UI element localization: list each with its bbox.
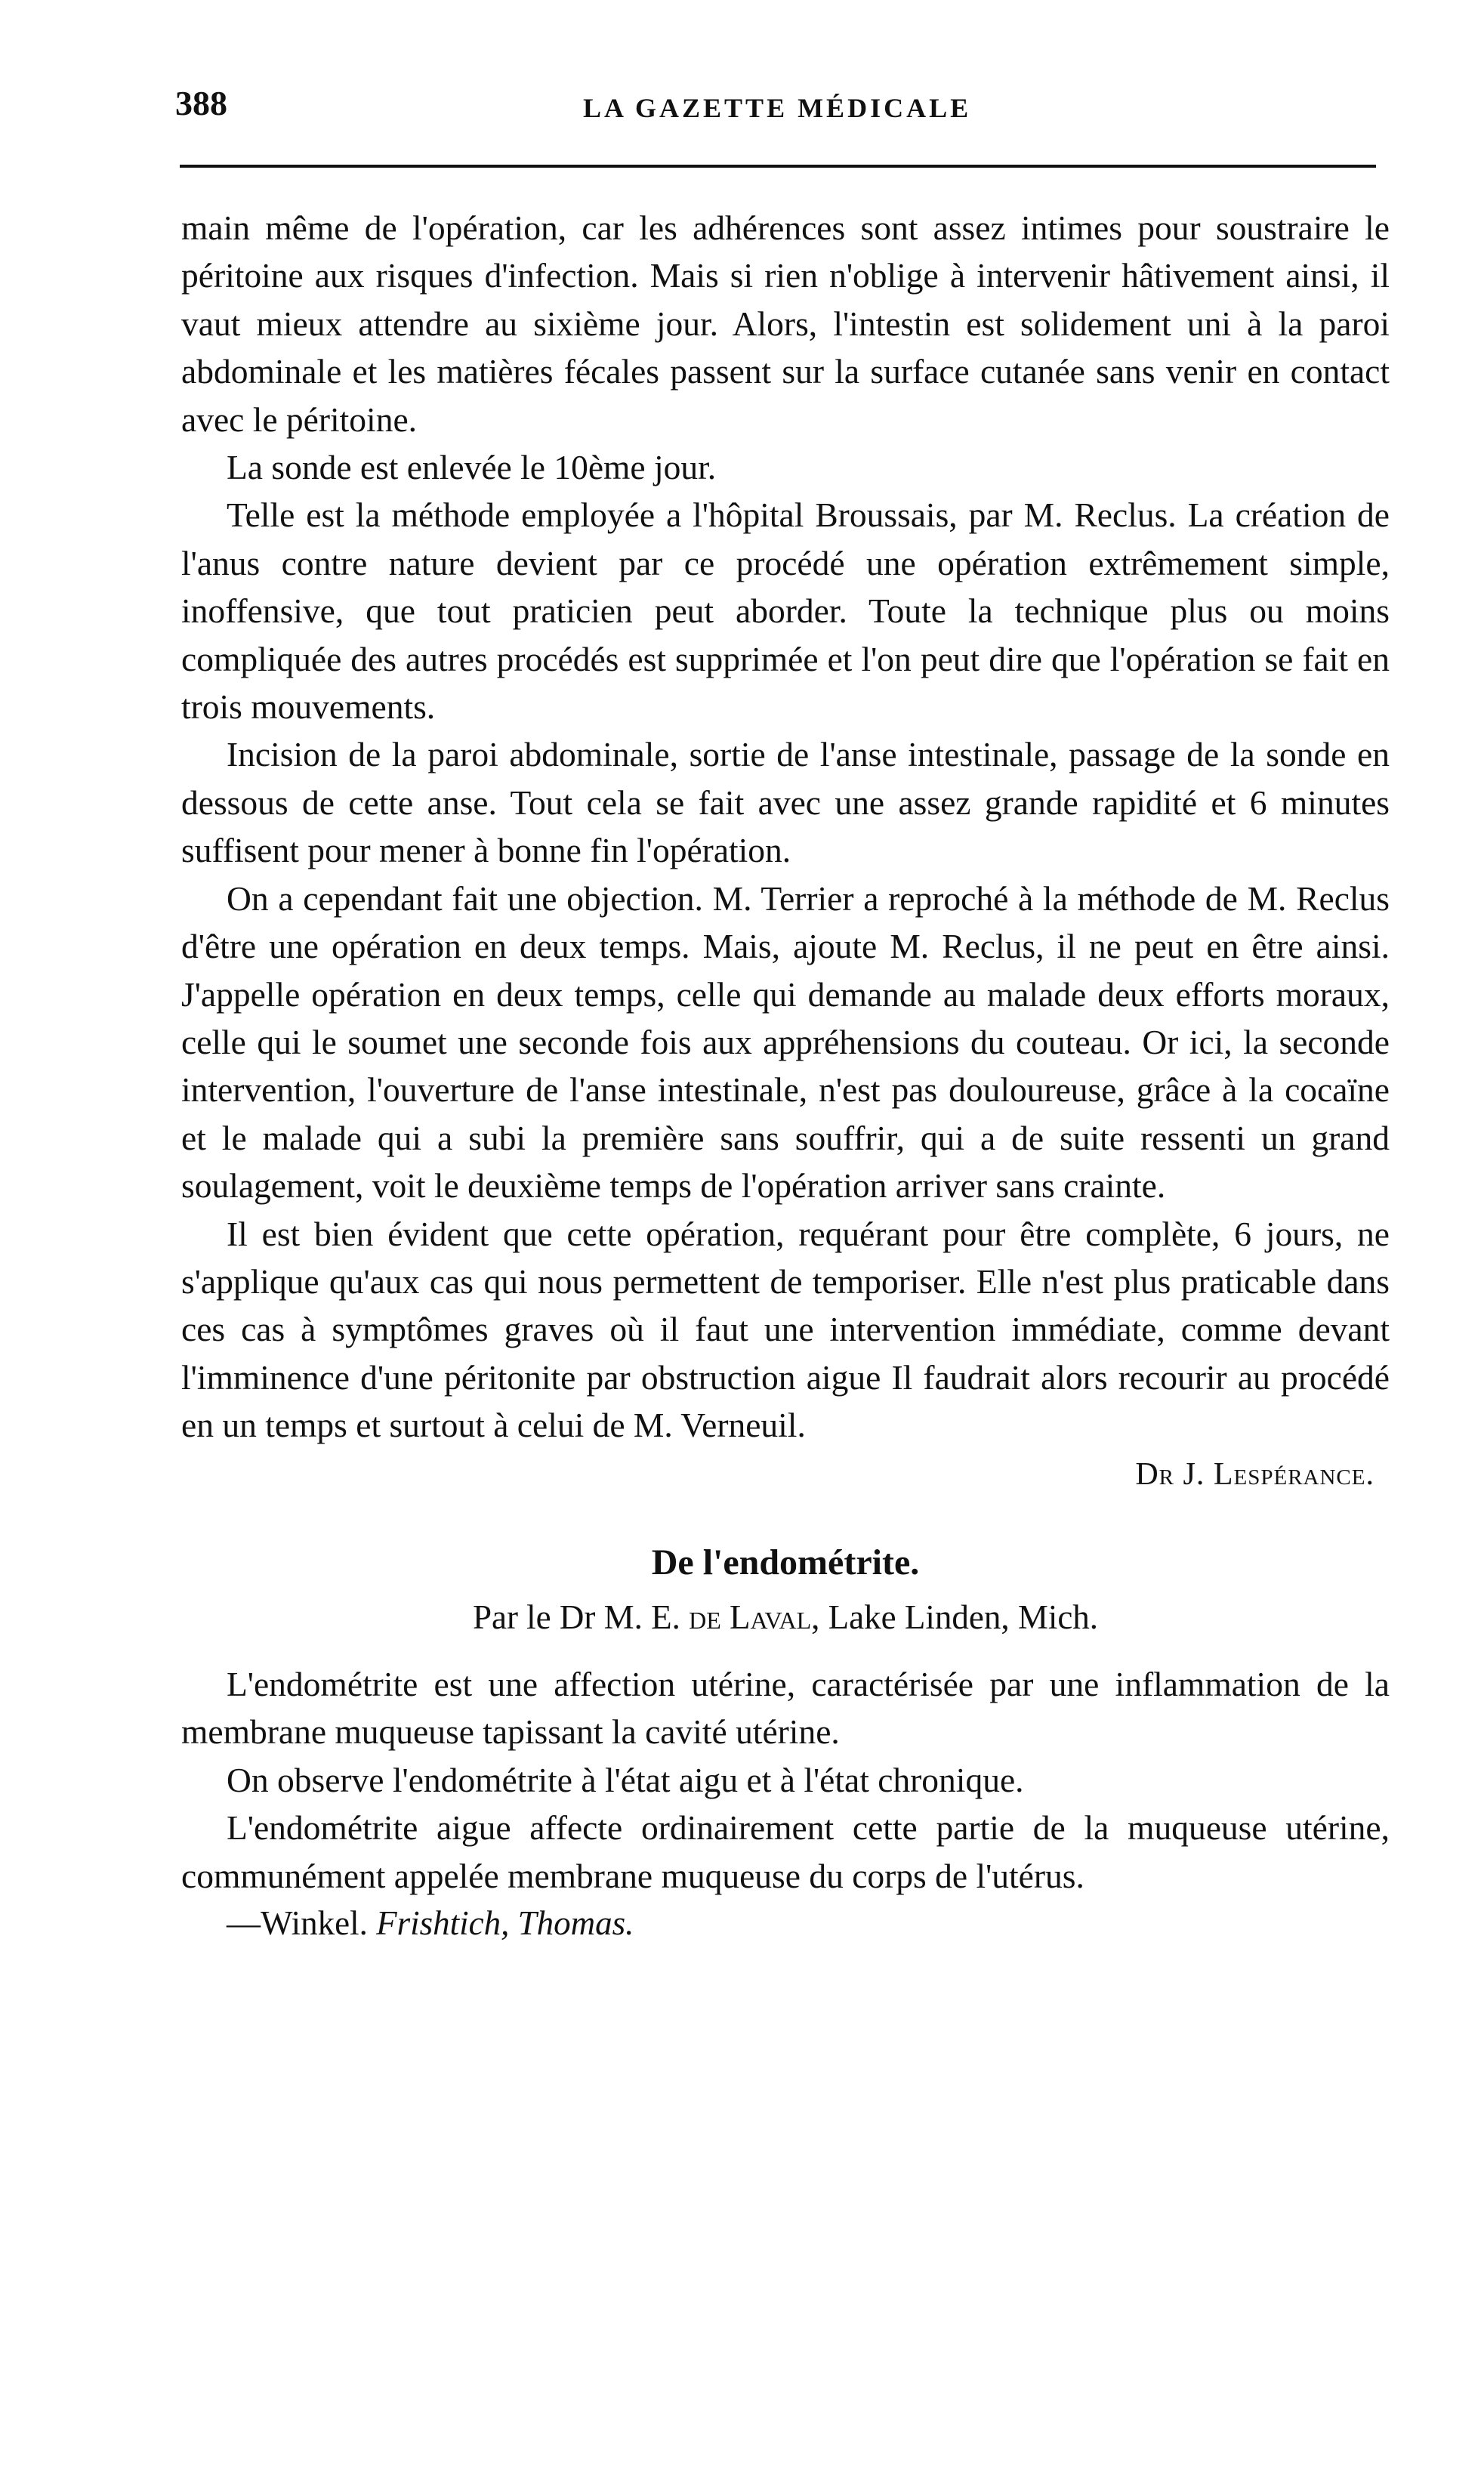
article-title: De l'endométrite. xyxy=(651,1542,920,1582)
paragraph: Il est bien évident que cette opération, requérant pour être complète, 6 jours, ne s'applique qu'aux cas qui nous permettent de temporiser. Elle n'est plus praticable dans ces cas à symptômes graves où il faut une intervention immédiate, comme devant l'imminence d'une péritonite par obstruction aigue Il faudrait alors recourir au procédé en un temps et surtout à celui de M. Verneuil. xyxy=(181,1214,1390,1445)
byline-author-name: de Laval xyxy=(689,1598,812,1636)
paragraph: Incision de la paroi abdominale, sortie de l'anse intestinale, passage de la sonde en dessous de cette anse. Tout cela se fait avec une assez grande rapidité et 6 minutes suffisent pour mener à bonne fin l'opération. xyxy=(181,735,1390,870)
paragraph: Telle est la méthode employée a l'hôpital Broussais, par M. Reclus. La création de l'anus contre nature devient par ce procédé une opération extrêmement simple, inoffensive, que tout praticien peut aborder. Toute la technique plus ou moins compliquée des autres procédés est supprimée et l'on peut dire que l'opération se fait en trois mouvements. xyxy=(181,496,1390,727)
byline-prefix: Par le Dr M. E. xyxy=(472,1598,690,1636)
header-rule xyxy=(180,165,1376,168)
byline-suffix: , Lake Linden, Mich. xyxy=(811,1598,1099,1636)
paragraph: On a cependant fait une objection. M. Terrier a reproché à la méthode de M. Reclus d'être une opération en deux temps. Mais, ajoute M. Reclus, il ne peut en être ainsi. J'appelle opération en deux temps, celle qui demande au malade deux efforts moraux, celle qui le soumet une seconde fois aux appréhensions du couteau. Or ici, la seconde intervention, l'ouverture de l'anse intestinale, n'est pas douloureuse, grâce à la cocaïne et le malade qui a subi la première sans souffrir, qui a de suite ressenti un grand soulagement, voit le deuxième temps de l'opération arriver sans crainte. xyxy=(181,878,1390,1206)
body-text xyxy=(181,204,1390,1947)
page-header xyxy=(175,83,1376,136)
running-title: LA GAZETTE MÉDICALE xyxy=(583,93,972,123)
author-signature: Dr J. Lespérance. xyxy=(1135,1456,1374,1492)
article-paragraph: L'endométrite est une affection utérine, caractérisée par une inflammation de la membrane muqueuse tapissant la cavité utérine. xyxy=(181,1664,1390,1752)
article-byline xyxy=(181,1592,1390,1642)
citation xyxy=(181,1900,1390,1947)
article-paragraph: On observe l'endométrite à l'état aigu et à l'état chronique. xyxy=(227,1760,1024,1799)
citation-prefix: —Winkel. xyxy=(227,1904,377,1942)
paragraph: La sonde est enlevée le 10ème jour. xyxy=(227,448,717,487)
paragraph: main même de l'opération, car les adhérences sont assez intimes pour soustraire le péritoine aux risques d'infection. Mais si rien n'oblige à intervenir hâtivement ainsi, il vaut mieux attendre au sixième jour. Alors, l'intestin est solidement uni à la paroi abdominale et les matières fécales passent sur la surface cutanée sans venir en contact avec le péritoine. xyxy=(181,208,1390,439)
page-number: 388 xyxy=(175,84,227,122)
article-paragraph: L'endométrite aigue affecte ordinairement cette partie de la muqueuse utérine, communément appelée membrane muqueuse du corps de l'utérus. xyxy=(181,1808,1390,1895)
citation-authors: Frishtich, Thomas. xyxy=(376,1904,634,1942)
